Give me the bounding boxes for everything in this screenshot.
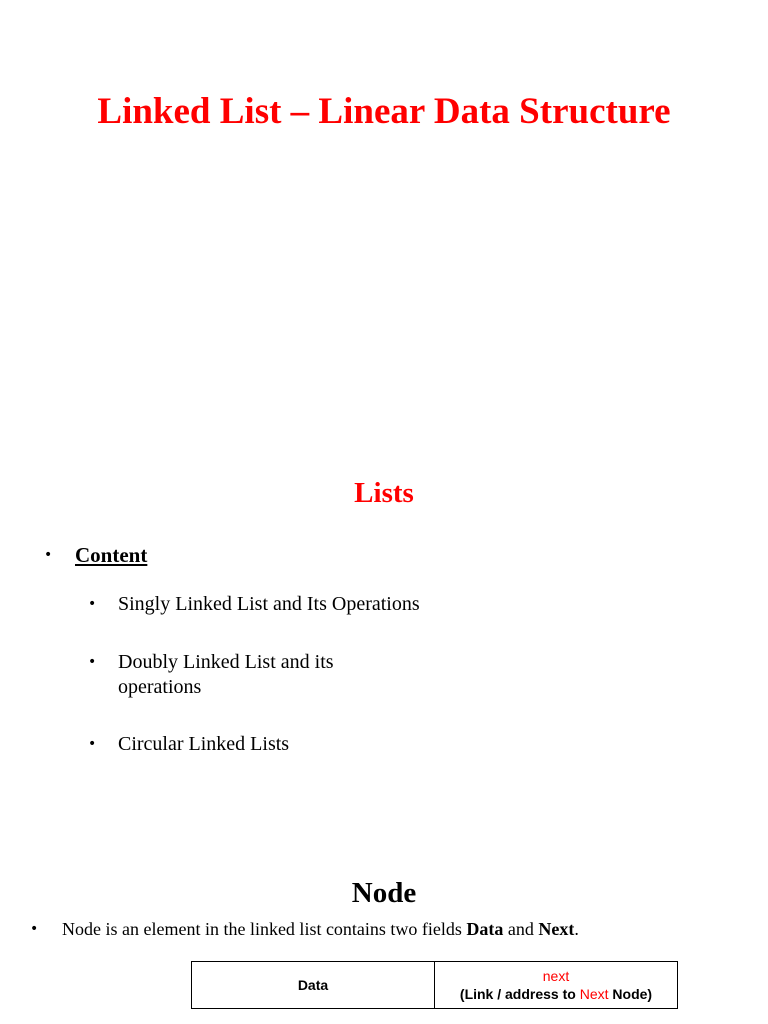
list-item-label: Singly Linked List and Its Operations	[118, 593, 420, 615]
list-item-doubly	[88, 650, 448, 700]
data-field-term: Data	[466, 919, 504, 939]
slide-title: Linked List – Linear Data Structure	[97, 91, 671, 132]
next-cell-description	[460, 985, 652, 1003]
next-field-term: Next	[538, 919, 575, 939]
node-heading: Node	[351, 877, 417, 909]
next-cell	[435, 962, 677, 1008]
bullet-icon: •	[88, 736, 97, 752]
bullet-icon: •	[88, 654, 97, 670]
node-structure-table	[191, 961, 678, 1009]
lists-heading: Lists	[354, 477, 414, 509]
content-label: Content	[75, 543, 148, 567]
next-cell-label: next	[542, 968, 570, 984]
list-item-singly	[88, 592, 448, 617]
bullet-icon: •	[44, 547, 53, 563]
next-desc-highlight: Next	[579, 986, 609, 1002]
data-cell	[192, 962, 435, 1008]
description-prefix: Node is an element in the linked list contains two fields	[62, 919, 467, 939]
description-middle: and	[503, 919, 539, 939]
bullet-icon: •	[30, 921, 39, 937]
list-item-label: Circular Linked Lists	[118, 733, 290, 755]
bullet-icon: •	[88, 596, 97, 612]
node-description	[30, 918, 590, 941]
data-cell-label: Data	[297, 977, 329, 993]
node-description-text	[62, 918, 590, 941]
next-desc-open: (Link / address to	[459, 986, 580, 1002]
list-item-label: Doubly Linked List and its operations	[118, 651, 334, 698]
list-item-circular	[88, 732, 448, 757]
next-desc-close: Node)	[608, 986, 653, 1002]
description-suffix: .	[574, 919, 579, 939]
